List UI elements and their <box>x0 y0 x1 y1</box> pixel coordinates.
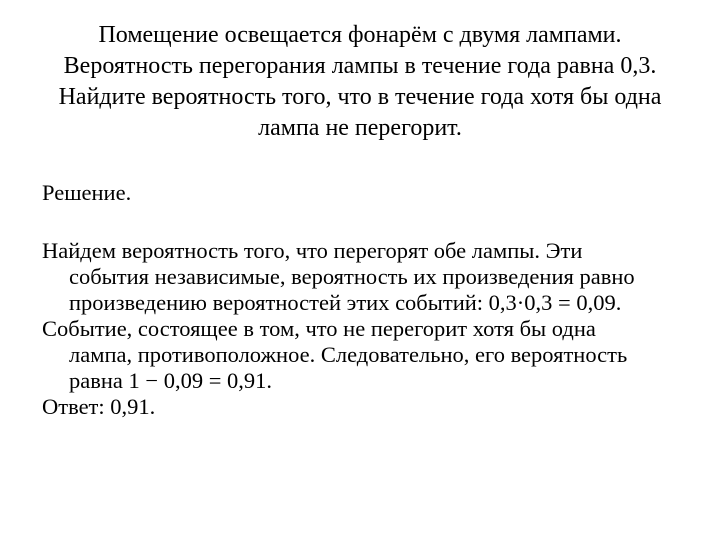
problem-line: Найдите вероятность того, что в течение года хотя бы одна <box>58 84 662 110</box>
solution-line: равна 1 − 0,09 = 0,91. <box>69 368 273 393</box>
solution-line: произведению вероятностей этих событий: 0,3·0,3 = 0,09. <box>69 290 622 315</box>
solution-paragraph-2 <box>42 316 702 394</box>
answer: Ответ: 0,91. <box>42 394 156 419</box>
solution-line: Найдем вероятность того, что перегорят обе лампы. Эти <box>42 238 583 263</box>
solution-line: события независимые, вероятность их произведения равно <box>69 264 635 289</box>
problem-line: лампа не перегорит. <box>258 115 462 141</box>
solution-line: лампа, противоположное. Следовательно, его вероятность <box>69 342 628 367</box>
solution-body <box>42 180 702 420</box>
problem-line: Вероятность перегорания лампы в течение года равна 0,3. <box>63 53 657 79</box>
solution-paragraph-1 <box>42 238 702 316</box>
solution-label: Решение. <box>42 180 132 205</box>
problem-line: Помещение освещается фонарём с двумя лампами. <box>98 22 622 48</box>
solution-line: Событие, состоящее в том, что не перегорит хотя бы одна <box>42 316 596 341</box>
problem-statement <box>40 20 680 144</box>
